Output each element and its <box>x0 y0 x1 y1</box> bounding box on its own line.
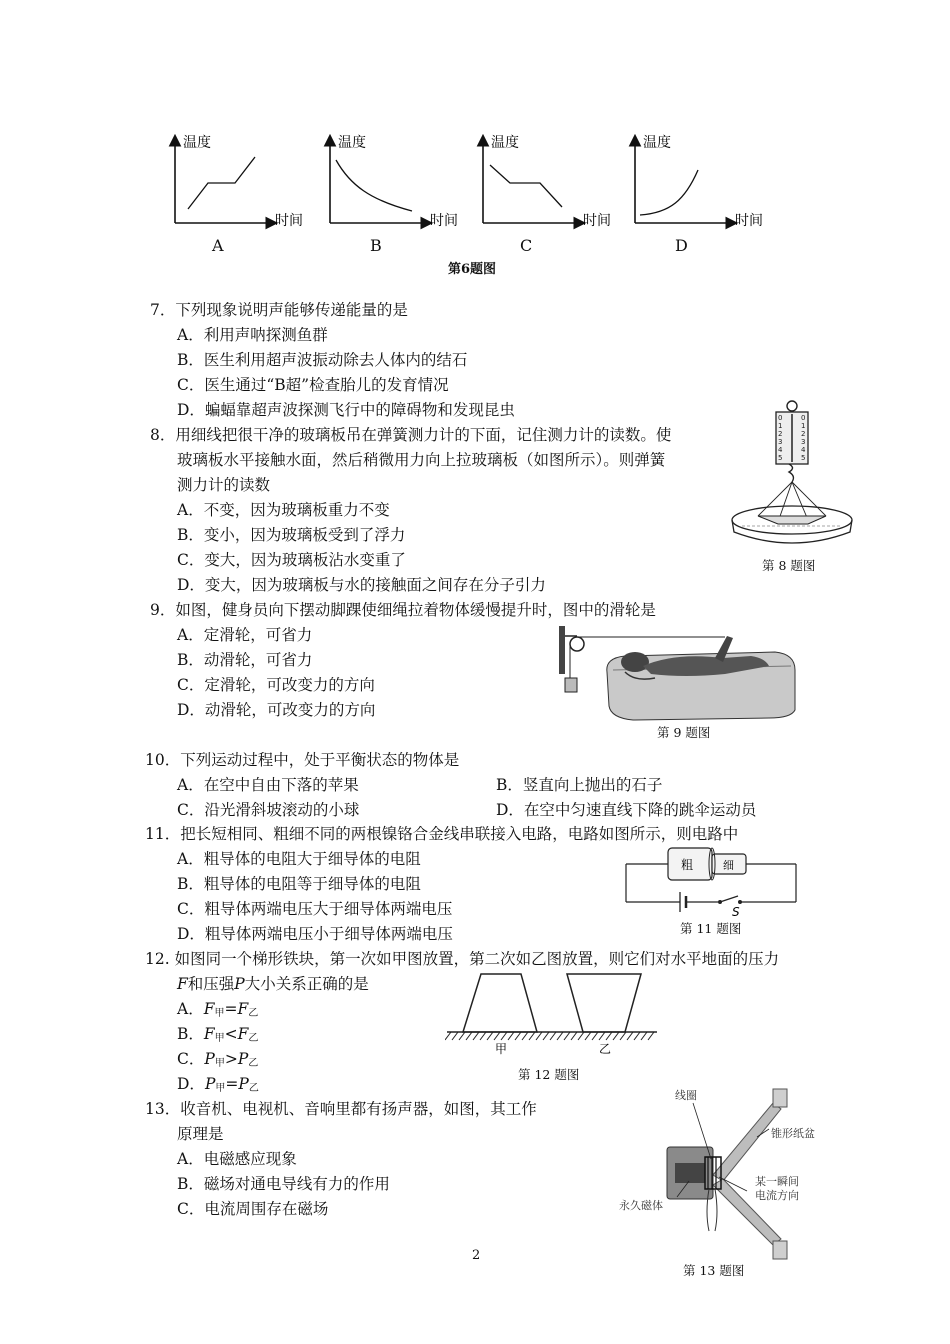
graph-a-label: A <box>212 236 224 255</box>
ground-hatch-line <box>487 1032 493 1040</box>
q8-stem-2: 玻璃板水平接触水面，然后稍微用力向上拉玻璃板（如图所示）。则弹簧 <box>177 451 666 469</box>
scale-num-2r: 2 <box>801 430 806 438</box>
scale-num-5: 5 <box>778 454 783 462</box>
graph-d-label: D <box>675 236 688 255</box>
scale-num-3: 3 <box>778 438 783 446</box>
q10-option-d: D．在空中匀速直线下降的跳伞运动员 <box>496 801 757 819</box>
ground-hatch-line <box>606 1032 612 1040</box>
speaker-figure <box>615 1085 845 1260</box>
page-number: 2 <box>472 1248 481 1263</box>
stem-and: 和压强 <box>187 975 235 993</box>
ground-hatch-line <box>501 1032 507 1040</box>
ground-hatch-line <box>571 1032 577 1040</box>
graph-c-x: 时间 <box>583 213 611 229</box>
q10-option-c: C．沿光滑斜坡滚动的小球 <box>177 801 360 819</box>
graph-a <box>175 134 303 229</box>
q9-stem: 9．如图，健身员向下摆动脚踝使细绳拉着物体缓慢提升时，图中的滑轮是 <box>150 601 656 619</box>
ground-hatch-line <box>613 1032 619 1040</box>
scale-num-1r: 1 <box>801 422 806 430</box>
ground-hatch-line <box>578 1032 584 1040</box>
ground-hatch-line <box>515 1032 521 1040</box>
ground-hatch-line <box>564 1032 570 1040</box>
force-symbol: F <box>177 975 188 993</box>
q9-option-b: B．动滑轮，可省力 <box>177 651 313 669</box>
graph-b-label: B <box>370 236 382 255</box>
ground-hatch-line <box>543 1032 549 1040</box>
stem-rest: 大小关系正确的是 <box>244 975 369 993</box>
ground-hatch-line <box>522 1032 528 1040</box>
graph-b-x: 时间 <box>430 213 458 229</box>
ground-hatch-line <box>494 1032 500 1040</box>
q9-option-c: C．定滑轮，可改变力的方向 <box>177 676 375 694</box>
q12-stem-1: 12. 如图同一个梯形铁块，第一次如甲图放置，第二次如乙图放置，则它们对水平地面的压力 <box>145 950 780 968</box>
label-yi: 乙 <box>599 1042 612 1055</box>
q13-option-c: C．电流周围存在磁场 <box>177 1200 329 1218</box>
ground-hatch-line <box>529 1032 535 1040</box>
ground-hatch-line <box>550 1032 556 1040</box>
q12-option-d: D．$P_甲=P_乙$ <box>177 1075 259 1094</box>
label-cone: 锥形纸盆 <box>771 1127 815 1140</box>
scale-num-2: 2 <box>778 430 783 438</box>
q7-option-c: C．医生通过“B超”检查胎儿的发育情况 <box>177 376 449 394</box>
q7-option-a: A．利用声呐探测鱼群 <box>177 326 328 344</box>
thin-wire-label: 细 <box>723 859 734 872</box>
trapezoid-figure <box>445 970 665 1055</box>
q9-option-d: D．动滑轮，可改变力的方向 <box>177 701 376 719</box>
q8-option-b: B．变小，因为玻璃板受到了浮力 <box>177 526 406 544</box>
scale-num-0r: 0 <box>801 414 806 422</box>
graph-d <box>635 134 763 229</box>
graph-d-x: 时间 <box>735 213 763 229</box>
q8-stem-3: 测力计的读数 <box>177 476 271 494</box>
pulley-exercise-figure <box>555 622 815 722</box>
q12-option-c: C．$P_甲>P_乙$ <box>177 1050 259 1069</box>
scale-num-4: 4 <box>778 446 783 454</box>
graph-c-label: C <box>520 236 533 255</box>
q10-stem: 10．下列运动过程中，处于平衡状态的物体是 <box>145 751 460 769</box>
graph-c-y: 温度 <box>491 135 519 151</box>
q13-option-a: A．电磁感应现象 <box>177 1150 297 1168</box>
q11-stem: 11．把长短相同、粗细不同的两根镍铬合金线串联接入电路，电路如图所示，则电路中 <box>145 825 739 843</box>
ground-hatch-line <box>445 1032 451 1040</box>
ground-hatch-line <box>592 1032 598 1040</box>
q7-stem: 7．下列现象说明声能够传递能量的是 <box>150 301 408 319</box>
ground-hatch-line <box>459 1032 465 1040</box>
q8-stem-1: 8．用细线把很干净的玻璃板吊在弹簧测力计的下面，记住测力计的读数。使 <box>150 426 672 444</box>
thick-wire-label: 粗 <box>681 858 694 872</box>
q11-option-b: B．粗导体的电阻等于细导体的电阻 <box>177 875 421 893</box>
ground-hatch-line <box>599 1032 605 1040</box>
ground-hatch-line <box>585 1032 591 1040</box>
scale-num-4r: 4 <box>801 446 806 454</box>
graph-c <box>483 134 611 229</box>
ground-hatch-line <box>452 1032 458 1040</box>
q13-stem-1: 13．收音机、电视机、音响里都有扬声器，如图，其工作 <box>145 1100 537 1118</box>
q8-option-d: D．变大，因为玻璃板与水的接触面之间存在分子引力 <box>177 576 546 594</box>
q13-stem-2: 原理是 <box>177 1125 224 1143</box>
graph-b-y: 温度 <box>338 135 366 151</box>
q13-option-b: B．磁场对通电导线有力的作用 <box>177 1175 390 1193</box>
label-current-1: 某一瞬间 <box>755 1175 799 1188</box>
label-coil: 线圈 <box>675 1089 697 1102</box>
graph-b <box>330 134 458 229</box>
ground-hatch-line <box>557 1032 563 1040</box>
switch-label: S <box>732 905 740 919</box>
label-magnet: 永久磁体 <box>619 1199 663 1212</box>
q6-caption: 第6题图 <box>448 262 497 277</box>
q12-option-a: A．$F_甲=F_乙$ <box>177 1000 259 1019</box>
pressure-symbol: P <box>234 975 245 993</box>
q11-option-d: D．粗导体两端电压小于细导体两端电压 <box>177 925 453 943</box>
q9-caption: 第 9 题图 <box>657 725 711 740</box>
q13-caption: 第 13 题图 <box>683 1263 745 1278</box>
q7-option-b: B．医生利用超声波振动除去人体内的结石 <box>177 351 468 369</box>
ground-hatch-line <box>480 1032 486 1040</box>
q12-stem-2 <box>177 972 369 997</box>
q11-option-c: C．粗导体两端电压大于细导体两端电压 <box>177 900 453 918</box>
scale-num-0: 0 <box>778 414 783 422</box>
q11-option-a: A．粗导体的电阻大于细导体的电阻 <box>177 850 421 868</box>
ground-hatch-line <box>620 1032 626 1040</box>
graph-a-x: 时间 <box>275 213 303 229</box>
q12-caption: 第 12 题图 <box>518 1067 580 1082</box>
q8-caption: 第 8 题图 <box>762 558 816 573</box>
q10-option-a: A．在空中自由下落的苹果 <box>177 776 359 794</box>
scale-num-1: 1 <box>778 422 783 430</box>
ground-hatch-line <box>473 1032 479 1040</box>
scale-num-5r: 5 <box>801 454 806 462</box>
series-circuit-figure <box>618 840 808 920</box>
q9-option-a: A．定滑轮，可省力 <box>177 626 313 644</box>
ground-hatch-line <box>641 1032 647 1040</box>
scale-num-3r: 3 <box>801 438 806 446</box>
ground-hatch-line <box>466 1032 472 1040</box>
graph-d-y: 温度 <box>643 135 671 151</box>
ground-hatch-line <box>627 1032 633 1040</box>
ground-hatch-line <box>648 1032 654 1040</box>
label-current-2: 电流方向 <box>755 1189 799 1202</box>
ground-hatch-line <box>634 1032 640 1040</box>
label-jia: 甲 <box>495 1042 508 1055</box>
graph-a-y: 温度 <box>183 135 211 151</box>
q8-option-c: C．变大，因为玻璃板沾水变重了 <box>177 551 406 569</box>
q7-option-d: D．蝙蝠靠超声波探测飞行中的障碍物和发现昆虫 <box>177 401 515 419</box>
ground-hatch-line <box>536 1032 542 1040</box>
q10-option-b: B．竖直向上抛出的石子 <box>496 776 663 794</box>
q12-option-b: B．$F_甲<F_乙$ <box>177 1025 259 1044</box>
q11-caption: 第 11 题图 <box>680 921 742 936</box>
q8-option-a: A．不变，因为玻璃板重力不变 <box>177 501 390 519</box>
ground-hatch-line <box>508 1032 514 1040</box>
spring-scale-figure <box>728 398 858 546</box>
q6-graphs <box>150 125 790 255</box>
